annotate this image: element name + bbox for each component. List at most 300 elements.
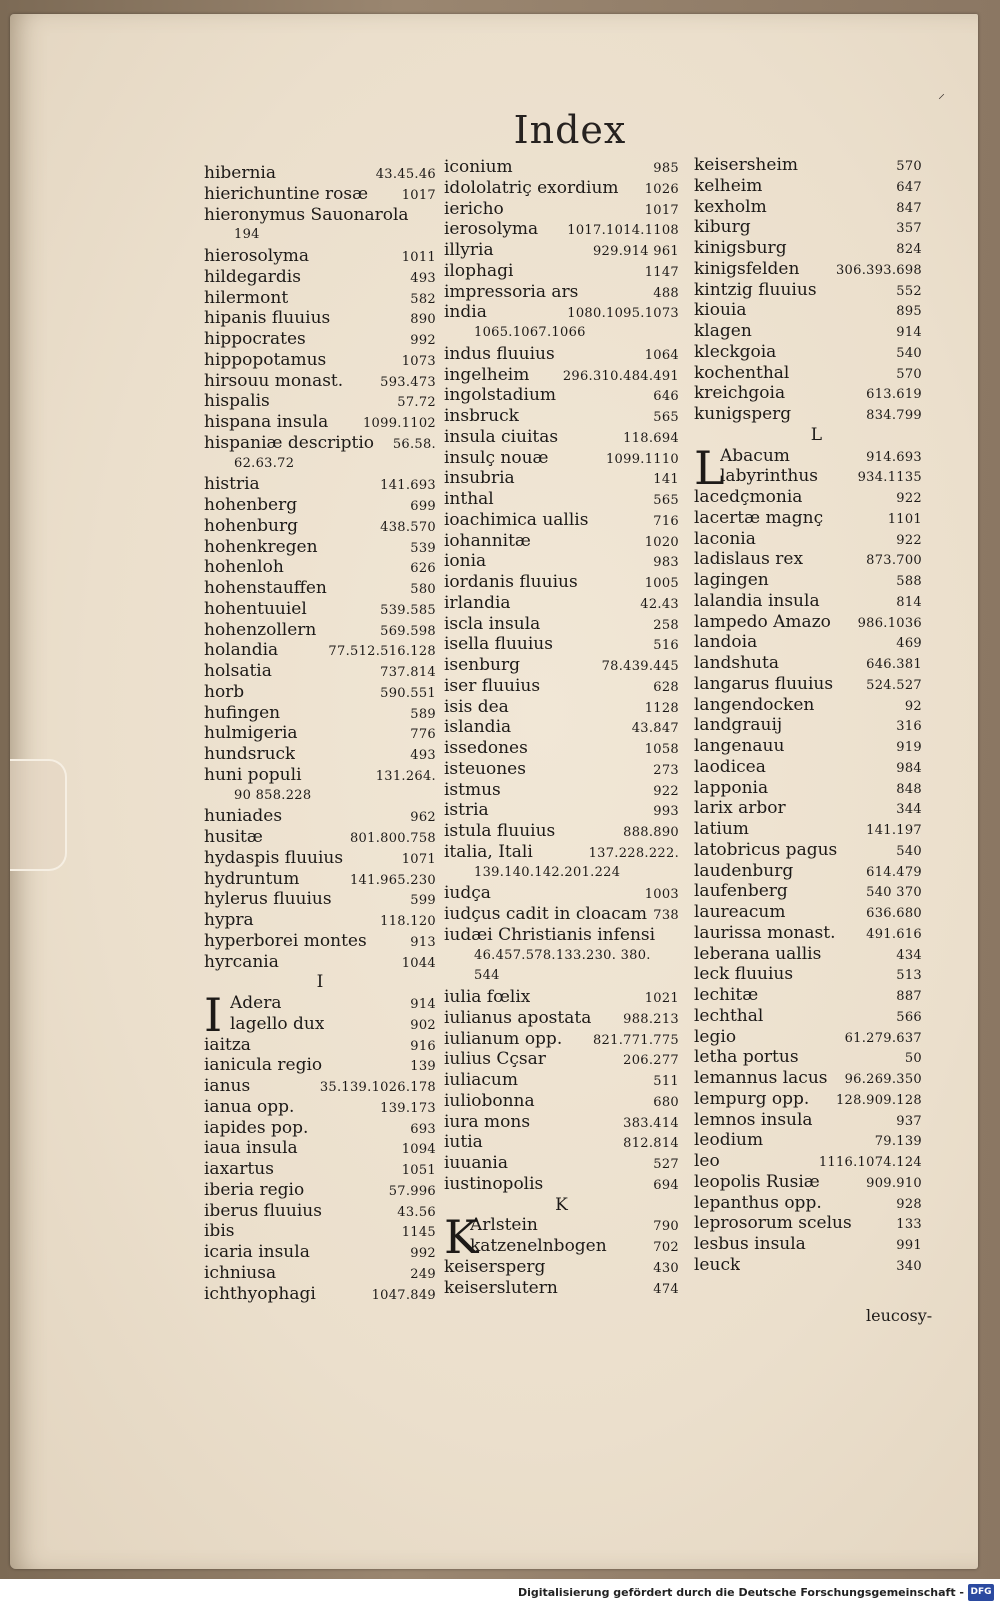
index-term: lesbus insula [694,1234,806,1254]
index-entry [444,551,679,572]
index-term: langarus fluuius [694,673,834,694]
index-entry [444,925,679,946]
page-numbers: 430 [653,1260,679,1276]
index-entry [444,1049,679,1070]
page-numbers: 474 [653,1281,679,1297]
index-entry [444,510,679,531]
page-numbers: 296.310.484.491 [562,368,679,384]
index-term: hierichuntine rosæ [204,183,369,204]
index-entry [444,717,679,738]
index-column-2 [444,157,679,1298]
page-numbers: 306.393.698 [835,262,922,278]
index-term: hohenloh [204,557,284,578]
page-numbers: 991 [896,1238,922,1253]
index-term: ibis [204,1221,235,1242]
index-term: huniades [204,806,283,827]
index-term: legio [694,1026,737,1047]
page-numbers: 46.457.578.133.230. 380. [474,947,651,963]
index-entry [694,902,922,923]
index-term: iulianum opp. [444,1028,563,1049]
index-entry [204,620,436,641]
index-entry [694,632,922,653]
index-entry [444,448,679,469]
page-numbers: 357 [896,221,922,237]
index-entry [694,840,922,861]
index-entry [204,661,436,682]
page-numbers: 887 [896,989,922,1004]
page-numbers: 801.800.758 [349,831,436,846]
page-numbers: 133 [896,1217,922,1233]
footer-credit: Digitalisierung gefördert durch die Deutsche Forschungsgemeinschaft - [517,1586,964,1599]
index-term: iconium [444,157,513,177]
page-numbers: 1058 [644,742,679,757]
page-numbers: 928 [896,1196,922,1212]
page-numbers: 1080.1095.1073 [567,306,679,322]
index-term: Abacum [720,445,790,466]
index-entry [204,288,436,309]
page-numbers: 613.619 [866,387,922,403]
page-numbers: 206.277 [623,1053,679,1069]
index-entry [204,184,436,205]
index-entry [204,1221,436,1242]
index-term: iulianus apostata [444,1007,592,1028]
page-numbers: 1003 [644,887,679,903]
index-entry [204,931,436,952]
index-term: hohenkregen [204,536,318,557]
page-numbers: 1017.1014.1108 [567,223,679,239]
page-numbers: 738 [653,908,679,923]
index-entry [444,1132,679,1153]
index-entry [694,238,922,259]
page-numbers: 540 [896,843,922,859]
index-term: issedones [444,738,528,758]
page-numbers: 888.890 [623,825,679,840]
index-term: Arlstein [470,1215,538,1236]
index-term: lepanthus opp. [694,1192,822,1213]
page-numbers: 986.1036 [857,615,922,631]
page-numbers: 43.56 [397,1204,436,1220]
index-term: latium [694,819,749,839]
index-term: landgrauij [694,715,783,736]
index-term: laconia [694,528,756,549]
page-numbers: 1005 [644,576,679,591]
index-entry [444,759,679,780]
index-term: laureacum [694,902,786,922]
index-entry [204,578,436,599]
index-entry [444,1174,679,1195]
index-term: hibernia [204,163,276,183]
index-term: langendocken [694,694,815,715]
index-entry [694,155,922,176]
index-term: lapponia [694,777,769,798]
page-numbers: 469 [896,636,922,652]
page-numbers: 626 [410,561,436,577]
index-entry [694,466,922,487]
index-entry [204,516,436,537]
footer-bar [0,1579,1000,1609]
page-numbers: 1017 [401,187,436,203]
page-numbers: 919 [896,740,922,755]
index-entry [694,695,922,716]
page-numbers: 62.63.72 [234,455,295,471]
index-entry [444,614,679,635]
stray-mark: ⸝ [938,86,945,102]
page-numbers: 488 [653,285,679,301]
index-term: hirsouu monast. [204,370,344,391]
index-entry [694,1027,922,1048]
index-term: iudæi Christianis infensi [444,924,656,945]
page-numbers: 1073 [401,353,436,369]
page-numbers: 992 [410,1246,436,1261]
index-entry [444,531,679,552]
page-numbers: 570 [896,366,922,382]
page-numbers: 35.139.1026.178 [319,1080,436,1095]
index-column-1 [204,163,436,1304]
page-numbers: 929.914 961 [592,244,679,259]
index-term: islandia [444,717,512,738]
index-entry [694,280,922,301]
page-numbers: 599 [410,893,436,909]
index-entry [444,821,679,842]
index-entry [694,736,922,757]
index-entry [444,489,679,510]
page-numbers: 934.1135 [857,470,922,486]
page-numbers: 914 [410,997,436,1012]
index-term: lampedo Amazo [694,611,831,632]
index-term: hypra [204,910,254,930]
index-term: ianua opp. [204,1096,295,1117]
index-entry [694,404,922,425]
page-numbers: 491.616 [866,926,922,942]
page-numbers: 914.693 [866,449,922,465]
index-term: lagingen [694,570,769,590]
index-entry [204,1118,436,1139]
index-term: hispana insula [204,412,329,432]
page-numbers: 1026 [644,181,679,197]
index-entry [694,674,922,695]
index-entry [204,827,436,848]
page-numbers: 582 [410,291,436,307]
index-term: leodium [694,1130,764,1151]
page-numbers: 914 [896,325,922,340]
page-numbers: 513 [896,968,922,984]
page-numbers: 194 [234,227,260,243]
index-term: ioachimica uallis [444,509,589,530]
index-term: isenburg [444,655,521,675]
page-tab-marker [10,759,67,871]
page-numbers: 539 [410,540,436,556]
index-term: kreichgoia [694,383,786,404]
index-entry [204,537,436,558]
index-entry [694,798,922,819]
page-heading: Index [513,108,627,152]
index-entry [444,427,679,448]
index-term: hierosolyma [204,246,310,266]
index-entry [694,1047,922,1068]
index-term: iudçus cadit in cloacam [444,904,647,924]
page-numbers: 1051 [401,1163,436,1178]
page-numbers: 636.680 [866,906,922,921]
index-entry [694,1068,922,1089]
index-entry [444,1029,679,1050]
index-term: leopolis Rusiæ [694,1171,820,1192]
index-term: labyrinthus [720,466,819,487]
index-term: kiburg [694,217,751,238]
index-entry [694,259,922,280]
index-term: histria [204,474,260,495]
index-term: landoia [694,632,758,653]
index-term: hydruntum [204,868,300,889]
section-letter-text: I [316,972,324,993]
page-numbers: 96.269.350 [844,1072,922,1087]
index-entry [694,1255,922,1276]
index-term: ingolstadium [444,385,557,406]
index-term: impressoria ars [444,281,579,302]
index-entry [694,881,922,902]
page-numbers: 57.996 [388,1183,436,1199]
index-entry [204,703,436,724]
index-term: huni populi [204,764,302,785]
index-term: hipanis fluuius [204,308,331,329]
page-numbers: 527 [653,1157,679,1172]
page-numbers: 873.700 [866,553,922,569]
index-entry [444,697,679,718]
page-numbers: 909.910 [866,1175,922,1191]
index-entry [694,529,922,550]
index-term: horb [204,681,245,702]
index-entry [204,910,436,931]
page-numbers: 580 [410,582,436,597]
page-numbers: 646 [653,389,679,405]
page-numbers: 540 370 [866,885,922,901]
page-numbers: 814 [896,594,922,610]
index-entry [204,433,436,454]
index-entry [444,1091,679,1112]
page-numbers: 985 [653,161,679,176]
index-entry [204,412,436,433]
index-entry [444,1278,679,1299]
index-term: insulç nouæ [444,447,549,468]
index-entry [444,406,679,427]
index-entry [694,549,922,570]
index-entry [694,217,922,238]
index-term: ierosolyma [444,219,539,240]
index-term: Adera [230,993,282,1013]
index-term: isteuones [444,758,526,779]
page-numbers: 493 [410,748,436,763]
page-numbers: 43.45.46 [375,167,436,182]
index-entry [694,487,922,508]
page-numbers: 1047.849 [371,1287,436,1303]
index-entry [204,267,436,288]
page-numbers: 1145 [401,1225,436,1241]
page-numbers: 50 [904,1051,922,1067]
page-numbers: 922 [653,783,679,799]
index-entry [694,1130,922,1151]
section-letter-text: L [810,424,822,445]
page-numbers: 984 [896,760,922,776]
index-term: leuck [694,1254,741,1275]
section-letter [204,972,436,993]
index-entry [204,723,436,744]
page-numbers: 1147 [644,264,679,280]
page-numbers: 699 [410,499,436,514]
page-numbers: 937 [896,1113,922,1129]
index-entry [694,383,922,404]
index-entry [444,738,679,759]
index-entry [204,1263,436,1284]
index-term: hydaspis fluuius [204,847,344,868]
page-numbers: 848 [896,781,922,797]
page-numbers: 128.909.128 [835,1092,922,1108]
index-term: ichthyophagi [204,1283,316,1304]
catchword: leucosy- [866,1306,933,1325]
index-entry [204,952,436,973]
page-numbers: 539.585 [380,602,436,618]
index-entry [444,593,679,614]
index-entry [444,178,679,199]
page-numbers: 57.72 [397,395,436,411]
index-entry [204,640,436,661]
index-term: india [444,302,487,323]
index-entry [444,219,679,240]
index-entry [694,1234,922,1255]
drop-capital: I [204,988,223,1042]
page-numbers: 646.381 [866,657,922,672]
index-term: lechitæ [694,985,759,1005]
index-term: holandia [204,640,279,661]
index-term: iberia regio [204,1179,305,1200]
index-term: icaria insula [204,1242,310,1262]
index-entry [444,282,679,303]
index-entry [204,371,436,392]
page-numbers: 566 [896,1009,922,1025]
index-term: keisersheim [694,155,799,175]
index-entry [204,246,436,267]
page-numbers: 1011 [401,250,436,265]
index-term: ianicula regio [204,1055,323,1076]
index-entry [204,495,436,516]
index-entry [204,391,436,412]
page-numbers: 890 [410,312,436,328]
index-entry [444,344,679,365]
page-numbers: 131.264. [375,768,436,784]
page-numbers: 61.279.637 [844,1030,922,1046]
index-term: holsatia [204,661,272,681]
page-numbers: 812.814 [623,1136,679,1152]
index-term: iapides pop. [204,1117,309,1138]
page-numbers: 1099.1110 [605,451,679,467]
index-entry [444,1257,679,1278]
index-term: iordanis fluuius [444,572,578,592]
index-entry [204,744,436,765]
index-term: leck fluuius [694,964,794,985]
page-numbers: 79.139 [874,1134,922,1150]
index-entry [444,365,679,386]
page-numbers: 737.814 [380,665,436,680]
page-numbers: 913 [410,934,436,950]
page-numbers: 77.512.516.128 [328,644,436,660]
index-term: lempurg opp. [694,1088,810,1109]
index-term: hieronymus Sauonarola [204,204,409,225]
index-term: latobricus pagus [694,839,838,860]
page-numbers: 716 [653,513,679,529]
index-term: hufingen [204,702,281,723]
page-numbers: 570 [896,159,922,174]
index-term: lechthal [694,1005,764,1026]
page-numbers: 1044 [401,955,436,971]
page-numbers: 1071 [401,851,436,867]
index-entry-continuation [204,786,436,807]
index-entry [444,261,679,282]
index-term: ingelheim [444,364,530,385]
index-entry [204,682,436,703]
page-numbers: 139.140.142.201.224 [474,864,621,880]
index-entry [444,655,679,676]
index-entry [204,1180,436,1201]
index-entry [204,329,436,350]
index-term: hulmigeria [204,723,298,744]
index-entry-continuation [444,863,679,884]
page-numbers: 516 [653,638,679,654]
index-term: laudenburg [694,860,794,881]
index-entry [204,1055,436,1076]
index-term: insula ciuitas [444,426,559,447]
index-term: isis dea [444,696,509,717]
page-numbers: 776 [410,727,436,743]
index-term: illyria [444,240,494,260]
index-entry [444,676,679,697]
index-term: kelheim [694,175,763,196]
index-entry [444,842,679,863]
index-entry [204,1014,436,1035]
page-numbers: 565 [653,410,679,425]
index-term: hippocrates [204,329,306,349]
index-term: hyperborei montes [204,930,367,951]
index-term: laurissa monast. [694,922,836,943]
index-term: lemnos insula [694,1109,813,1130]
index-term: hildegardis [204,266,301,287]
index-term: landshuta [694,653,779,673]
page-numbers: 1065.1067.1066 [474,325,586,340]
page-numbers: 43.847 [631,721,679,737]
index-term: kinigsburg [694,238,787,258]
index-term: hylerus fluuius [204,889,332,910]
index-entry [444,240,679,261]
index-term: hohentuuiel [204,598,307,619]
index-term: hohenstauffen [204,578,327,598]
page-numbers: 258 [653,617,679,633]
page-numbers: 249 [410,1266,436,1282]
index-entry [204,599,436,620]
index-entry [694,1213,922,1234]
index-term: iser fluuius [444,675,541,696]
page-numbers: 552 [896,283,922,299]
index-entry [204,350,436,371]
index-term: keiserslutern [444,1277,558,1298]
page-numbers: 139 [410,1059,436,1075]
index-entry [694,342,922,363]
page-numbers: 821.771.775 [592,1032,679,1048]
section-letter [444,1195,679,1216]
index-entry [694,176,922,197]
index-term: ladislaus rex [694,549,804,570]
index-entry [204,889,436,910]
page-numbers: 895 [896,304,922,320]
index-entry [694,757,922,778]
index-term: iaxartus [204,1159,274,1179]
page-numbers: 988.213 [623,1011,679,1027]
